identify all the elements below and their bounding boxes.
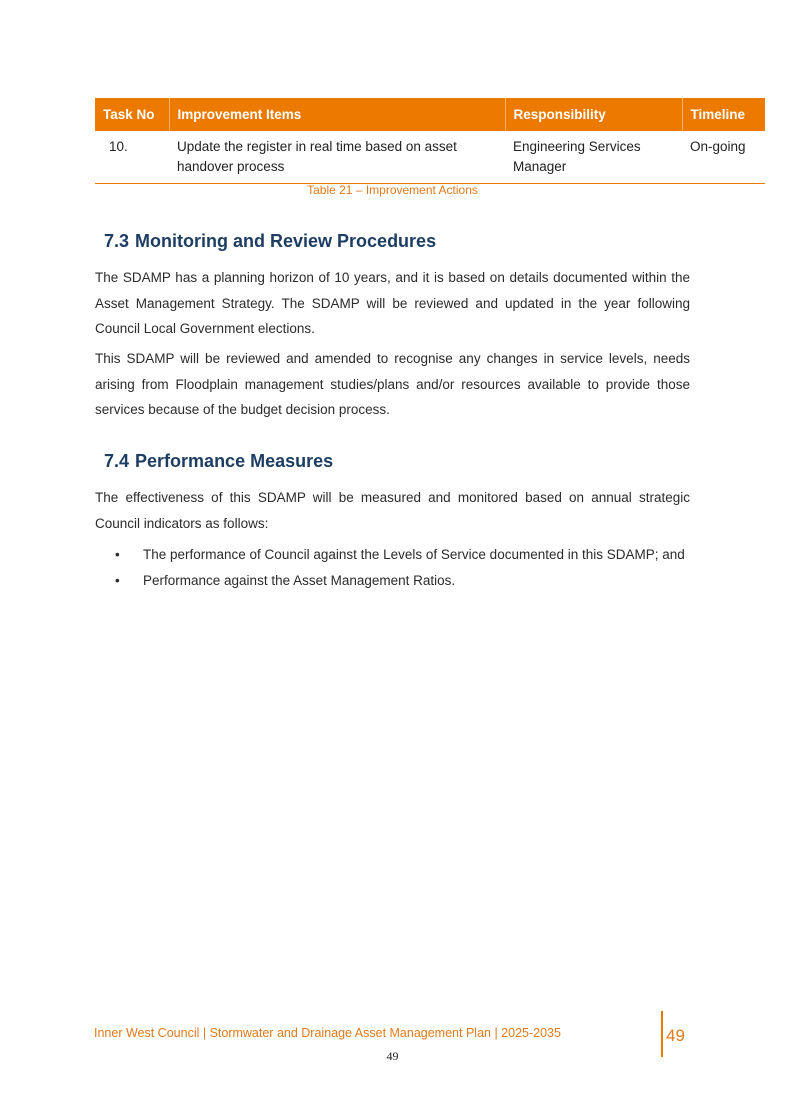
header-improvement-items: Improvement Items [169, 98, 505, 131]
paragraph-planning-horizon: The SDAMP has a planning horizon of 10 years, and it is based on details documented within the Asset Management Strategy. The SDAMP will be reviewed and updated in the year following Council Local Government elections. [95, 270, 690, 336]
paragraph-review-amend: This SDAMP will be reviewed and amended to recognise any changes in service levels, needs arising from Floodplain management studies/plans and/or resources available to provide those services because of the budget decision process. [95, 351, 690, 417]
improvement-actions-table [95, 98, 765, 184]
list-item-text: Performance against the Asset Management Ratios. [143, 572, 456, 588]
paragraph-effectiveness: The effectiveness of this SDAMP will be measured and monitored based on annual strategic Council indicators as follows: [95, 490, 690, 531]
table-caption: Table 21 – Improvement Actions [307, 183, 478, 197]
list-item [95, 568, 695, 594]
section-title: Monitoring and Review Procedures [135, 231, 437, 251]
page-number: 49 [386, 1049, 399, 1063]
bullet-icon: • [115, 547, 120, 562]
header-responsibility: Responsibility [505, 98, 682, 131]
cell-timeline: On-going [682, 131, 765, 184]
cell-improvement-item: Update the register in real time based on asset handover process [169, 131, 505, 184]
section-number: 7.4 [104, 451, 130, 471]
section-heading-monitoring [104, 231, 436, 252]
footer-page-number: 49 [666, 1026, 685, 1045]
section-title: Performance Measures [135, 451, 334, 471]
section-number: 7.3 [104, 231, 130, 251]
list-item [95, 542, 695, 568]
cell-task-no: 10. [95, 131, 169, 184]
list-item-text: The performance of Council against the Levels of Service documented in this SDAMP; and [143, 547, 685, 562]
table-header-row [95, 98, 765, 131]
header-timeline: Timeline [682, 98, 765, 131]
section-heading-performance [104, 451, 333, 472]
bullet-icon: • [115, 572, 120, 588]
performance-bullet-list [95, 542, 695, 593]
footer-text: Inner West Council | Stormwater and Drainage Asset Management Plan | 2025-2035 [94, 1026, 561, 1040]
table-row [95, 131, 765, 184]
header-task-no: Task No [95, 98, 169, 131]
cell-responsibility: Engineering Services Manager [505, 131, 682, 184]
